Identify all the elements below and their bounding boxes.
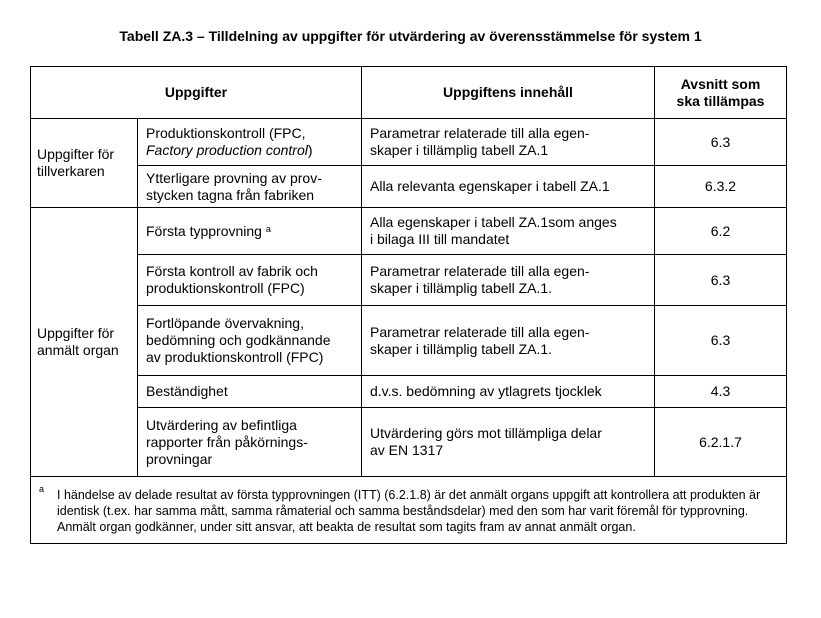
footnote-ref: a — [265, 223, 271, 234]
task-line: bedömning och godkännande — [146, 332, 331, 348]
table-title: Tabell ZA.3 – Tilldelning av uppgifter för utvärdering av överensstämmelse för system 1 — [119, 28, 702, 44]
task-line-suffix: ) — [307, 142, 313, 158]
table-row — [31, 166, 787, 208]
task-line-italic: Factory production control — [146, 142, 308, 158]
group-manufacturer — [31, 119, 138, 208]
group-notified-body-line1: Uppgifter för — [37, 325, 115, 341]
content-line: Utvärdering görs mot tillämpliga delar — [370, 425, 602, 441]
task-line: provningar — [146, 450, 213, 467]
table-row — [31, 408, 787, 477]
content-line: Parametrar relaterade till alla egen- — [370, 323, 590, 340]
header-tasks: Uppgifter — [31, 67, 362, 119]
content-cell — [362, 255, 655, 306]
task-line: Produktionskontroll (FPC, — [146, 125, 306, 141]
task-line: Ytterligare provning av prov- — [146, 169, 322, 186]
task-line: rapporter från påkörnings- — [146, 433, 308, 450]
content-line: skaper i tillämplig tabell ZA.1. — [370, 280, 553, 296]
group-notified-body-line2: anmält organ — [37, 342, 119, 358]
content-cell — [362, 306, 655, 376]
content-line: skaper i tillämplig tabell ZA.1 — [370, 142, 549, 158]
content-line: Alla egenskaper i tabell ZA.1som anges — [370, 214, 617, 230]
footnote-text: I händelse av delade resultat av första typprovningen (ITT) (6.2.1.8) är det anmält organs uppgift att kontrollera att produkten är identisk (t.ex. har samma mått, samma råmaterial och samma beståndsdelar) med den som har varit föremål för typprovning. Anmält organ godkänner, under sitt ansvar, att beakta de resultat som tagits fram av annat anmält organ. — [57, 488, 761, 534]
task-cell — [138, 208, 362, 255]
content-cell — [362, 208, 655, 255]
section-cell: 6.2.1.7 — [655, 408, 787, 477]
section-cell: 6.3 — [655, 306, 787, 376]
task-cell — [138, 166, 362, 208]
footnote-row — [31, 477, 787, 544]
content-cell — [362, 119, 655, 166]
group-notified-body — [31, 208, 138, 477]
section-cell: 6.3.2 — [655, 166, 787, 208]
section-cell: 4.3 — [655, 376, 787, 408]
table-row — [31, 306, 787, 376]
task-line: stycken tagna från fabriken — [146, 186, 315, 203]
task-cell — [138, 408, 362, 477]
assignment-table — [30, 66, 787, 544]
table-row — [31, 255, 787, 306]
task-cell: Beständighet — [138, 376, 362, 408]
content-line: i bilaga III till mandatet — [370, 231, 510, 247]
content-line: av EN 1317 — [370, 442, 444, 458]
task-line: produktionskontroll (FPC) — [146, 280, 305, 296]
task-cell — [138, 255, 362, 306]
content-cell: Alla relevanta egenskaper i tabell ZA.1 — [362, 166, 655, 208]
task-line: Första kontroll av fabrik och — [146, 263, 318, 279]
content-line: Parametrar relaterade till alla egen- — [370, 263, 590, 279]
table-row — [31, 376, 787, 408]
section-cell: 6.2 — [655, 208, 787, 255]
task-line: Fortlöpande övervakning, — [146, 315, 304, 331]
content-cell — [362, 408, 655, 477]
task-cell — [138, 306, 362, 376]
header-row — [31, 67, 787, 119]
task-line: av produktionskontroll (FPC) — [146, 349, 324, 365]
header-section-line1: Avsnitt som — [680, 75, 761, 92]
header-section-line2: ska tillämpas — [676, 92, 765, 109]
footnote-cell — [31, 477, 787, 544]
content-line: Parametrar relaterade till alla egen- — [370, 125, 590, 141]
task-line: Utvärdering av befintliga — [146, 416, 297, 433]
table-row — [31, 119, 787, 166]
table-row — [31, 208, 787, 255]
section-cell: 6.3 — [655, 119, 787, 166]
header-content: Uppgiftens innehåll — [362, 67, 655, 119]
header-section — [655, 67, 787, 119]
content-cell: d.v.s. bedömning av ytlagrets tjocklek — [362, 376, 655, 408]
group-manufacturer-line2: tillverkaren — [37, 163, 105, 179]
section-cell: 6.3 — [655, 255, 787, 306]
task-line: Första typprovning — [146, 222, 262, 239]
footnote-mark: a — [39, 484, 45, 494]
content-line: skaper i tillämplig tabell ZA.1. — [370, 340, 553, 357]
group-manufacturer-line1: Uppgifter för — [37, 146, 115, 162]
task-cell — [138, 119, 362, 166]
